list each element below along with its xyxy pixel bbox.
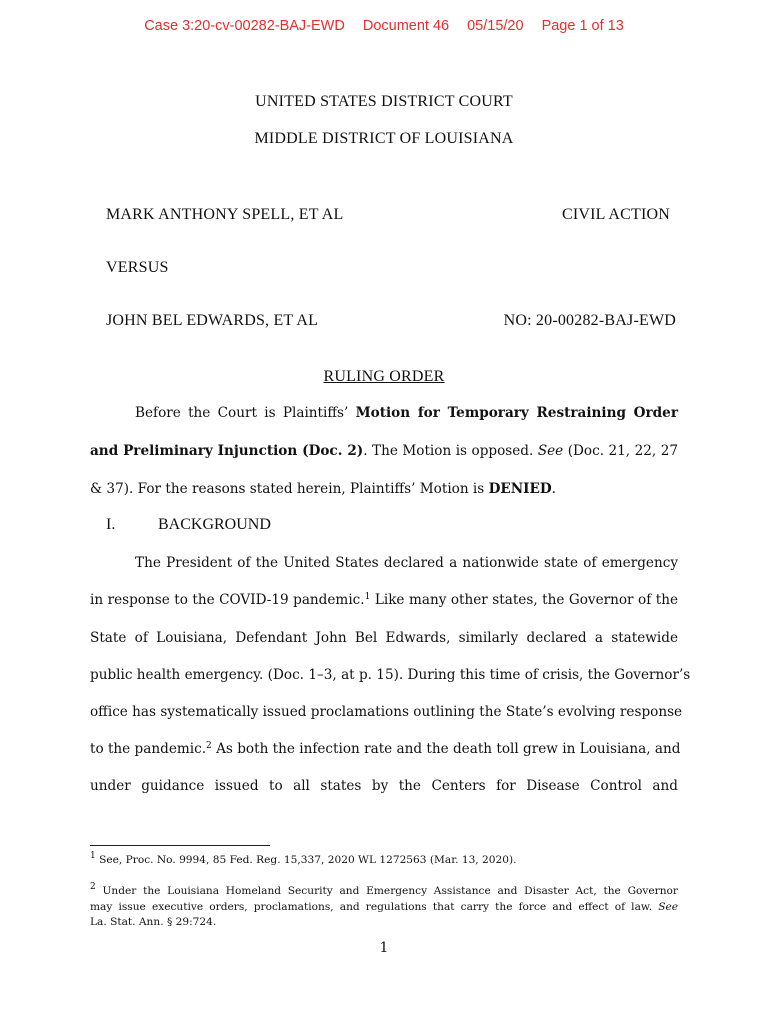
background-line-4: public health emergency. (Doc. 1–3, at p. 15). During this time of crisis, the Governor’s: [90, 667, 691, 683]
court-name: UNITED STATES DISTRICT COURT: [255, 93, 513, 110]
footnote-divider: [90, 845, 270, 846]
footnote-1: $^1$ See, Proc. No. 9994, 85 Fed. Reg. 15,337, 2020 WL 1272563 (Mar. 13, 2020).: [90, 851, 517, 866]
court-district: MIDDLE DISTRICT OF LOUISIANA: [254, 130, 514, 147]
background-line-6: to the pandemic.$^2$ As both the infection rate and the death toll grew in Louisiana, and: [90, 741, 681, 757]
document-number: Document 46: [362, 18, 450, 34]
case-docket-number: NO: 20-00282-BAJ-EWD: [503, 312, 676, 329]
defendant-name: JOHN BEL EDWARDS, ET AL: [106, 312, 319, 329]
document-title: RULING ORDER: [323, 368, 445, 385]
section-heading: BACKGROUND: [158, 516, 271, 533]
filed-date: 05/15/20: [467, 18, 524, 34]
background-line-5: office has systematically issued proclamations outlining the State’s evolving response: [90, 704, 683, 720]
footnote-2: $^2$ Under the Louisiana Homeland Security and Emergency Assistance and Disaster Act, the Governor may issue executive orders, proclamations, and regulations that carry the force and effect of law. See La. Stat. Ann. § 29:724.: [90, 882, 678, 928]
background-line-7: under guidance issued to all states by the Centers for Disease Control and: [90, 778, 678, 794]
page-number: 1: [379, 940, 389, 956]
plaintiff-name: MARK ANTHONY SPELL, ET AL: [106, 206, 344, 223]
civil-action-label: CIVIL ACTION: [561, 206, 670, 223]
page-count: Page 1 of 13: [541, 18, 624, 34]
versus-label: VERSUS: [106, 259, 169, 276]
intro-line-3: & 37). For the reasons stated herein, Plaintiffs’ Motion is DENIED.: [90, 481, 556, 497]
background-line-1: The President of the United States declared a nationwide state of emergency: [135, 555, 678, 571]
intro-line-1: Before the Court is Plaintiffs’ Motion for Temporary Restraining Order: [135, 405, 678, 421]
section-number: I.: [106, 516, 116, 533]
background-line-3: State of Louisiana, Defendant John Bel Edwards, similarly declared a statewide: [90, 630, 678, 646]
intro-line-2: and Preliminary Injunction (Doc. 2). The Motion is opposed. See (Doc. 21, 22, 27: [90, 443, 678, 459]
footnote-ref-2: 2: [206, 741, 212, 751]
case-header-stamp: [0, 18, 768, 34]
case-number: Case 3:20-cv-00282-BAJ-EWD: [144, 18, 345, 34]
background-line-2: in response to the COVID-19 pandemic.$^1$ Like many other states, the Governor of the: [90, 592, 678, 608]
footnote-ref-1: 1: [364, 592, 371, 602]
